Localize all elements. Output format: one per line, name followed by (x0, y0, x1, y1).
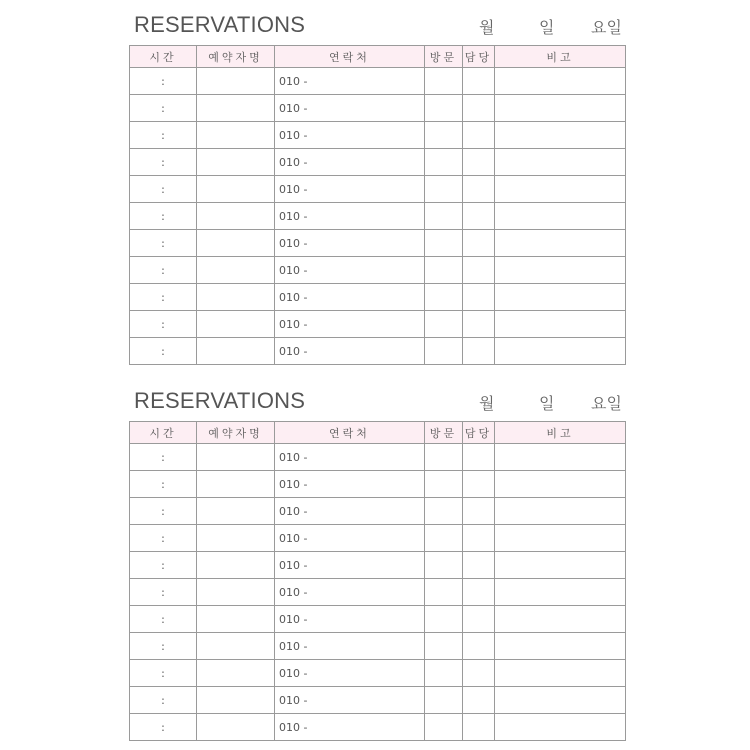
visit-cell[interactable] (425, 230, 463, 257)
time-cell[interactable]: : (130, 176, 197, 203)
contact-cell[interactable]: 010 - (275, 95, 425, 122)
visit-cell[interactable] (425, 606, 463, 633)
name-cell[interactable] (197, 68, 275, 95)
staff-cell[interactable] (463, 230, 495, 257)
table-row (130, 257, 626, 284)
table-row (130, 149, 626, 176)
visit-cell[interactable] (425, 471, 463, 498)
visit-cell[interactable] (425, 444, 463, 471)
visit-cell[interactable] (425, 311, 463, 338)
contact-cell[interactable]: 010 - (275, 257, 425, 284)
name-cell[interactable] (197, 95, 275, 122)
name-cell[interactable] (197, 633, 275, 660)
sheet-title: RESERVATIONS (134, 12, 306, 37)
notes-cell[interactable] (495, 633, 626, 660)
name-cell[interactable] (197, 230, 275, 257)
name-cell[interactable] (197, 284, 275, 311)
time-cell[interactable]: : (130, 471, 197, 498)
table-row (130, 230, 626, 257)
column-header-name: 예약자명 (197, 46, 275, 68)
staff-cell[interactable] (463, 203, 495, 230)
contact-cell[interactable]: 010 - (275, 149, 425, 176)
staff-cell[interactable] (463, 176, 495, 203)
table-row (130, 660, 626, 687)
notes-cell[interactable] (495, 257, 626, 284)
time-cell[interactable]: : (130, 68, 197, 95)
time-cell[interactable]: : (130, 311, 197, 338)
notes-cell[interactable] (495, 68, 626, 95)
time-cell[interactable]: : (130, 122, 197, 149)
staff-cell[interactable] (463, 633, 495, 660)
column-header-contact: 연락처 (275, 422, 425, 444)
notes-cell[interactable] (495, 311, 626, 338)
name-cell[interactable] (197, 606, 275, 633)
name-cell[interactable] (197, 498, 275, 525)
time-cell[interactable]: : (130, 257, 197, 284)
name-cell[interactable] (197, 525, 275, 552)
contact-cell[interactable]: 010 - (275, 633, 425, 660)
date-month-label: 월 (479, 394, 495, 413)
table-row (130, 444, 626, 471)
contact-cell[interactable]: 010 - (275, 471, 425, 498)
date-weekday-label: 요일 (591, 18, 622, 37)
notes-cell[interactable] (495, 606, 626, 633)
contact-cell[interactable]: 010 - (275, 176, 425, 203)
contact-cell[interactable]: 010 - (275, 606, 425, 633)
contact-cell[interactable]: 010 - (275, 338, 425, 365)
time-cell[interactable]: : (130, 552, 197, 579)
sheet-title: RESERVATIONS (134, 388, 306, 413)
column-header-name: 예약자명 (197, 422, 275, 444)
name-cell[interactable] (197, 660, 275, 687)
column-header-time: 시간 (130, 46, 197, 68)
table-row (130, 606, 626, 633)
staff-cell[interactable] (463, 552, 495, 579)
notes-cell[interactable] (495, 471, 626, 498)
table-row (130, 498, 626, 525)
column-header-visit: 방문 (425, 46, 463, 68)
time-cell[interactable]: : (130, 284, 197, 311)
date-weekday-label: 요일 (591, 394, 622, 413)
table-row (130, 552, 626, 579)
name-cell[interactable] (197, 444, 275, 471)
notes-cell[interactable] (495, 338, 626, 365)
visit-cell[interactable] (425, 149, 463, 176)
staff-cell[interactable] (463, 68, 495, 95)
visit-cell[interactable] (425, 633, 463, 660)
reservation-sheet (129, 0, 625, 365)
notes-cell[interactable] (495, 122, 626, 149)
contact-cell[interactable]: 010 - (275, 311, 425, 338)
visit-cell[interactable] (425, 579, 463, 606)
date-month-label: 월 (479, 18, 495, 37)
staff-cell[interactable] (463, 525, 495, 552)
reservation-sheet (129, 376, 625, 741)
notes-cell[interactable] (495, 230, 626, 257)
reservation-table (129, 421, 626, 741)
visit-cell[interactable] (425, 660, 463, 687)
visit-cell[interactable] (425, 68, 463, 95)
staff-cell[interactable] (463, 606, 495, 633)
contact-cell[interactable]: 010 - (275, 122, 425, 149)
staff-cell[interactable] (463, 579, 495, 606)
name-cell[interactable] (197, 149, 275, 176)
time-cell[interactable]: : (130, 203, 197, 230)
table-row (130, 579, 626, 606)
name-cell[interactable] (197, 687, 275, 714)
staff-cell[interactable] (463, 149, 495, 176)
table-row (130, 714, 626, 741)
notes-cell[interactable] (495, 203, 626, 230)
date-day-label: 일 (539, 18, 555, 37)
time-cell[interactable]: : (130, 525, 197, 552)
staff-cell[interactable] (463, 471, 495, 498)
contact-cell[interactable]: 010 - (275, 203, 425, 230)
contact-cell[interactable]: 010 - (275, 552, 425, 579)
time-cell[interactable]: : (130, 606, 197, 633)
table-row (130, 176, 626, 203)
table-row (130, 311, 626, 338)
time-cell[interactable]: : (130, 498, 197, 525)
staff-cell[interactable] (463, 338, 495, 365)
time-cell[interactable]: : (130, 338, 197, 365)
visit-cell[interactable] (425, 95, 463, 122)
contact-cell[interactable]: 010 - (275, 687, 425, 714)
staff-cell[interactable] (463, 311, 495, 338)
visit-cell[interactable] (425, 338, 463, 365)
visit-cell[interactable] (425, 122, 463, 149)
staff-cell[interactable] (463, 687, 495, 714)
notes-cell[interactable] (495, 525, 626, 552)
notes-cell[interactable] (495, 687, 626, 714)
staff-cell[interactable] (463, 95, 495, 122)
staff-cell[interactable] (463, 660, 495, 687)
notes-cell[interactable] (495, 714, 626, 741)
visit-cell[interactable] (425, 687, 463, 714)
time-cell[interactable]: : (130, 714, 197, 741)
name-cell[interactable] (197, 311, 275, 338)
visit-cell[interactable] (425, 498, 463, 525)
time-cell[interactable]: : (130, 149, 197, 176)
contact-cell[interactable]: 010 - (275, 230, 425, 257)
contact-cell[interactable]: 010 - (275, 498, 425, 525)
table-header-row (130, 422, 626, 444)
notes-cell[interactable] (495, 176, 626, 203)
name-cell[interactable] (197, 471, 275, 498)
sheet-header (129, 0, 625, 45)
time-cell[interactable]: : (130, 687, 197, 714)
name-cell[interactable] (197, 203, 275, 230)
contact-cell[interactable]: 010 - (275, 284, 425, 311)
contact-cell[interactable]: 010 - (275, 68, 425, 95)
visit-cell[interactable] (425, 284, 463, 311)
visit-cell[interactable] (425, 203, 463, 230)
name-cell[interactable] (197, 338, 275, 365)
staff-cell[interactable] (463, 714, 495, 741)
column-header-staff: 담당 (463, 46, 495, 68)
contact-cell[interactable]: 010 - (275, 714, 425, 741)
notes-cell[interactable] (495, 444, 626, 471)
column-header-staff: 담당 (463, 422, 495, 444)
table-row (130, 687, 626, 714)
column-header-notes: 비고 (495, 46, 626, 68)
table-row (130, 203, 626, 230)
visit-cell[interactable] (425, 714, 463, 741)
table-row (130, 95, 626, 122)
reservation-table (129, 45, 626, 365)
table-row (130, 284, 626, 311)
contact-cell[interactable]: 010 - (275, 579, 425, 606)
table-header-row (130, 46, 626, 68)
time-cell[interactable]: : (130, 444, 197, 471)
sheet-header (129, 376, 625, 421)
visit-cell[interactable] (425, 176, 463, 203)
column-header-time: 시간 (130, 422, 197, 444)
staff-cell[interactable] (463, 257, 495, 284)
time-cell[interactable]: : (130, 633, 197, 660)
notes-cell[interactable] (495, 660, 626, 687)
column-header-visit: 방문 (425, 422, 463, 444)
table-row (130, 471, 626, 498)
time-cell[interactable]: : (130, 95, 197, 122)
table-row (130, 338, 626, 365)
time-cell[interactable]: : (130, 579, 197, 606)
time-cell[interactable]: : (130, 230, 197, 257)
date-day-label: 일 (539, 394, 555, 413)
time-cell[interactable]: : (130, 660, 197, 687)
notes-cell[interactable] (495, 284, 626, 311)
name-cell[interactable] (197, 176, 275, 203)
notes-cell[interactable] (495, 149, 626, 176)
staff-cell[interactable] (463, 444, 495, 471)
contact-cell[interactable]: 010 - (275, 525, 425, 552)
notes-cell[interactable] (495, 552, 626, 579)
visit-cell[interactable] (425, 257, 463, 284)
table-row (130, 122, 626, 149)
name-cell[interactable] (197, 257, 275, 284)
column-header-contact: 연락처 (275, 46, 425, 68)
column-header-notes: 비고 (495, 422, 626, 444)
name-cell[interactable] (197, 122, 275, 149)
table-row (130, 68, 626, 95)
name-cell[interactable] (197, 714, 275, 741)
staff-cell[interactable] (463, 284, 495, 311)
visit-cell[interactable] (425, 552, 463, 579)
notes-cell[interactable] (495, 95, 626, 122)
visit-cell[interactable] (425, 525, 463, 552)
contact-cell[interactable]: 010 - (275, 444, 425, 471)
name-cell[interactable] (197, 579, 275, 606)
table-row (130, 633, 626, 660)
name-cell[interactable] (197, 552, 275, 579)
contact-cell[interactable]: 010 - (275, 660, 425, 687)
notes-cell[interactable] (495, 498, 626, 525)
staff-cell[interactable] (463, 498, 495, 525)
table-row (130, 525, 626, 552)
notes-cell[interactable] (495, 579, 626, 606)
staff-cell[interactable] (463, 122, 495, 149)
